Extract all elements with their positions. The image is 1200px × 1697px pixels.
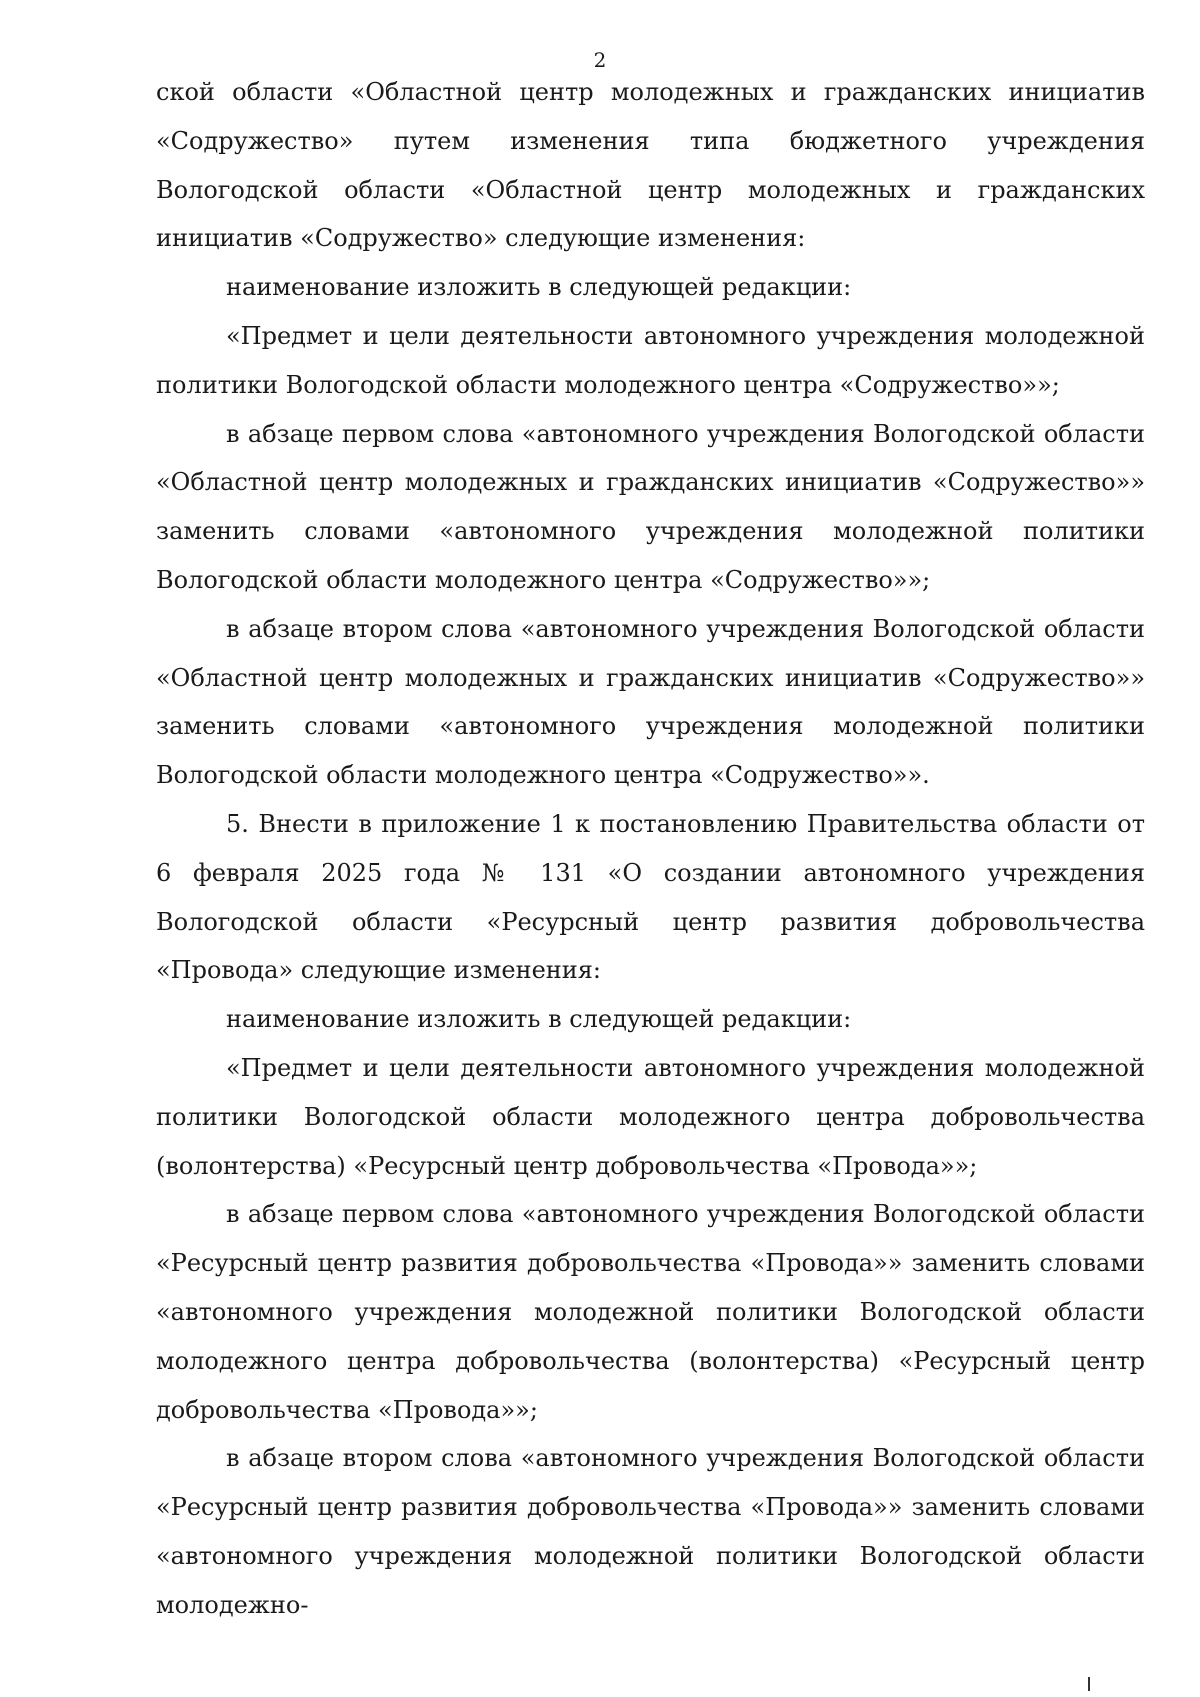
paragraph-naming-instruction: наименование изложить в следующей редакции: (226, 273, 852, 302)
paragraph-continuation: ской области «Областной центр молодежных и гражданских инициатив «Содружество» путем изменения типа бюджетного учреждения Вологодской области «Областной центр молодежных и гражданских инициатив «Содружество» следующие изменения: (156, 78, 1145, 253)
paragraph-new-title: «Предмет и цели деятельности автономного учреждения молодежной политики Вологодской области молодежного центра «Содружество»»; (156, 321, 1145, 399)
paragraph-first-clause-change: в абзаце первом слова «автономного учреждения Вологодской области «Областной центр молодежных и гражданских инициатив «Содружество»» заменить словами «автономного учреждения молодежной политики Вологодской области молодежного центра «Содружество»»; (156, 419, 1145, 594)
paragraph-first-clause-change: в абзаце первом слова «автономного учреждения Вологодской области «Ресурсный центр развития добровольчества «Провода»» заменить словами «автономного учреждения молодежной политики Вологодской области молодежного центра добровольчества (волонтерства) «Ресурсный центр добровольчества «Провода»»; (156, 1200, 1145, 1424)
paragraph-second-clause-change: в абзаце втором слова «автономного учреждения Вологодской области «Ресурсный центр развития добровольчества «Провода»» заменить словами «автономного учреждения молодежной политики Вологодской области молодежно- (156, 1444, 1145, 1619)
scan-edge-mark (1088, 1677, 1090, 1691)
page-number: 2 (593, 48, 607, 72)
document-body (156, 68, 1145, 1630)
paragraph-second-clause-change: в абзаце втором слова «автономного учреждения Вологодской области «Областной центр молодежных и гражданских инициатив «Содружество»» заменить словами «автономного учреждения молодежной политики Вологодской области молодежного центра «Содружество»». (156, 614, 1145, 790)
paragraph-new-title: «Предмет и цели деятельности автономного учреждения молодежной политики Вологодской области молодежного центра добровольчества (волонтерства) «Ресурсный центр добровольчества «Провода»»; (156, 1053, 1145, 1180)
paragraph-item-5: 5. Внести в приложение 1 к постановлению Правительства области от 6 февраля 2025 года № 131 «О создании автономного учреждения Вологодской области «Ресурсный центр развития добровольчества «Провода» следующие изменения: (156, 809, 1145, 985)
paragraph-naming-instruction: наименование изложить в следующей редакции: (226, 1005, 852, 1034)
